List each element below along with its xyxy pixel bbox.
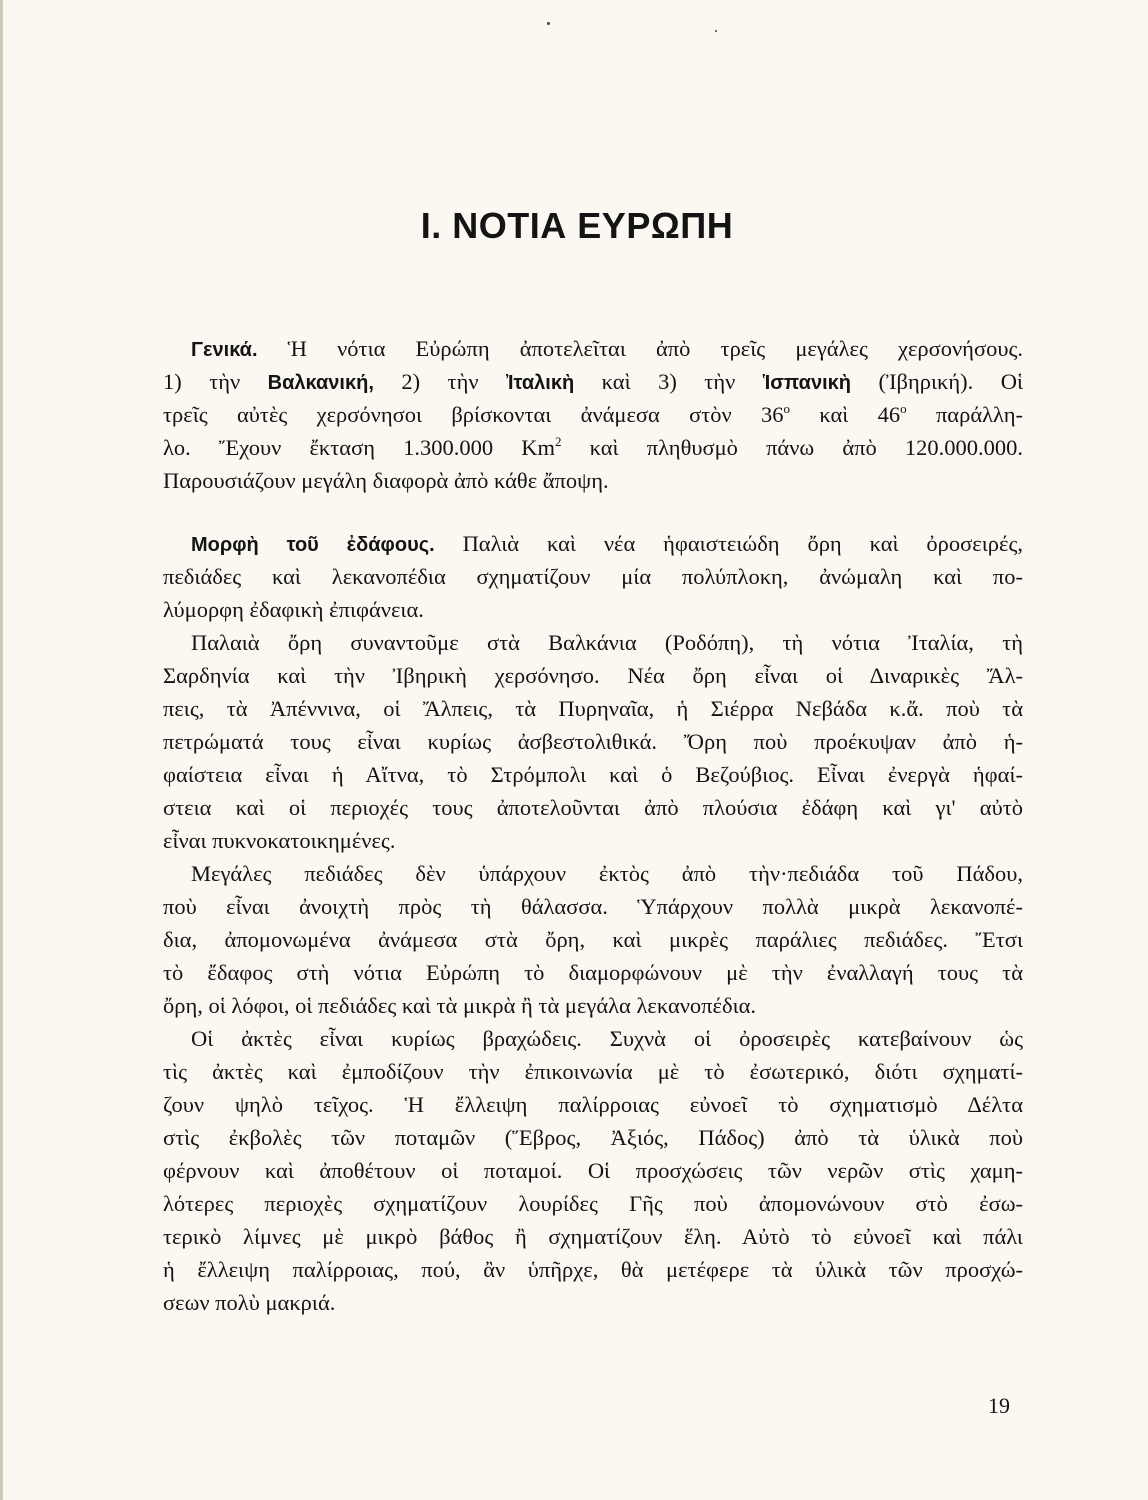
- paragraph-line: φέρνουν καὶ ἀποθέτουν οἱ ποταμοί. Οἱ προσχώσεις τῶν νερῶν στὶς χαμη-: [163, 1158, 1023, 1183]
- paragraph-line: τὶς ἀκτὲς καὶ ἐμποδίζουν τὴν ἐπικοινωνία μὲ τὸ ἐσωτερικό, διότι σχηματί-: [163, 1059, 1023, 1084]
- scan-speck: [715, 30, 717, 32]
- paragraph-line: δια, ἀπομονωμένα ἀνάμεσα στὰ ὄρη, καὶ μικρὲς παράλιες πεδιάδες. Ἔτσι: [163, 927, 1023, 952]
- paragraph-line: στὶς ἐκβολὲς τῶν ποταμῶν (Ἕβρος, Ἀξιός, Πάδος) ἀπὸ τὰ ὑλικὰ ποὺ: [163, 1125, 1023, 1150]
- section-label-relief: Μορφὴ τοῦ ἐδάφους.: [191, 534, 435, 556]
- paragraph-line: Παλαιὰ ὄρη συναντοῦμε στὰ Βαλκάνια (Ροδόπη), τὴ νότια Ἰταλία, τὴ: [191, 630, 1023, 655]
- paragraph-line: Σαρδηνία καὶ τὴν Ἰβηρικὴ χερσόνησο. Νέα ὄρη εἶναι οἱ Διναρικὲς Ἄλ-: [163, 663, 1023, 688]
- paragraph-line: τερικὸ λίμνες μὲ μικρὸ βάθος ἢ σχηματίζουν ἕλη. Αὐτὸ τὸ εὐνοεῖ καὶ πάλι: [163, 1224, 1023, 1249]
- paragraph-line: λο. Ἔχουν ἔκταση 1.300.000 Km$^2$ καὶ πληθυσμὸ πάνω ἀπὸ 120.000.000.: [163, 434, 1023, 460]
- paragraph-line: Γενικά. Ἡ νότια Εὐρώπη ἀποτελεῖται ἀπὸ τρεῖς μεγάλες χερσονήσους.: [191, 336, 1024, 361]
- paragraph-line: λότερες περιοχὲς σχηματίζουν λουρίδες Γῆς ποὺ ἀπομονώνουν στὸ ἐσω-: [163, 1191, 1023, 1216]
- paragraph-line: τρεῖς αὐτὲς χερσόνησοι βρίσκονται ἀνάμεσα στὸν $36^o$ καὶ $46^o$ παράλλη-: [163, 401, 1023, 427]
- paragraph-line: πεις, τὰ Ἀπέννινα, οἱ Ἄλπεις, τὰ Πυρηναῖα, ἡ Σιέρρα Νεβάδα κ.ἄ. ποὺ τὰ: [163, 696, 1023, 721]
- keyword-spanish: Ἱσπανικὴ: [762, 372, 852, 394]
- scan-speck: [547, 22, 550, 25]
- paragraph-line: πετρώματά τους εἶναι κυρίως ἀσβεστολιθικά. Ὄρη ποὺ προέκυψαν ἀπὸ ἡ-: [163, 729, 1023, 754]
- paragraph-line: Οἱ ἀκτὲς εἶναι κυρίως βραχώδεις. Συχνὰ οἱ ὀροσειρὲς κατεβαίνουν ὡς: [191, 1026, 1023, 1051]
- paragraph-line: φαίστεια εἶναι ἡ Αἴτνα, τὸ Στρόμπολι καὶ ὁ Βεζούβιος. Εἶναι ἐνεργὰ ἡφαί-: [163, 762, 1023, 787]
- paragraph-line: Μεγάλες πεδιάδες δὲν ὑπάρχουν ἐκτὸς ἀπὸ τὴν·πεδιάδα τοῦ Πάδου,: [191, 861, 1023, 886]
- paragraph-line: τὸ ἔδαφος στὴ νότια Εὐρώπη τὸ διαμορφώνουν μὲ τὴν ἐναλλαγή τους τὰ: [163, 960, 1023, 985]
- section-general: [163, 332, 1023, 497]
- keyword-italian: Ἰταλικὴ: [505, 372, 575, 394]
- paragraph-line: 1) τὴν Βαλκανική, 2) τὴν Ἰταλικὴ καὶ 3) τὴν Ἱσπανικὴ (Ἰβηρική). Οἱ: [163, 369, 1024, 394]
- paragraph-line: λύμορφη ἐδαφικὴ ἐπιφάνεια.: [163, 597, 424, 622]
- page-number: 19: [988, 1393, 1010, 1418]
- paragraph-line: ὄρη, οἱ λόφοι, οἱ πεδιάδες καὶ τὰ μικρὰ ἢ τὰ μεγάλα λεκανοπέδια.: [163, 993, 757, 1018]
- section-label-general: Γενικά.: [191, 339, 258, 361]
- chapter-heading: I. ΝΟΤΙΑ ΕΥΡΩΠΗ: [420, 205, 734, 246]
- paragraph-line: ἡ ἔλλειψη παλίρροιας, πού, ἂν ὑπῆρχε, θὰ μετέφερε τὰ ὑλικὰ τῶν προσχώ-: [163, 1257, 1023, 1282]
- paragraph-line: Μορφὴ τοῦ ἐδάφους. Παλιὰ καὶ νέα ἡφαιστειώδη ὄρη καὶ ὀροσειρές,: [191, 531, 1023, 556]
- paragraph-line: ζουν ψηλὸ τεῖχος. Ἡ ἔλλειψη παλίρροιας εὐνοεῖ τὸ σχηματισμὸ Δέλτα: [163, 1092, 1023, 1117]
- paragraph-line: πεδιάδες καὶ λεκανοπέδια σχηματίζουν μία πολύπλοκη, ἀνώμαλη καὶ πο-: [163, 564, 1023, 589]
- paragraph-line: εἶναι πυκνοκατοικημένες.: [163, 828, 396, 853]
- paragraph-line: σεων πολὺ μακριά.: [163, 1290, 336, 1315]
- paragraph-line: Παρουσιάζουν μεγάλη διαφορὰ ἀπὸ κάθε ἄποψη.: [163, 468, 609, 493]
- paragraph-line: στεια καὶ οἱ περιοχές τους ἀποτελοῦνται ἀπὸ πλούσια ἐδάφη καὶ γι' αὐτὸ: [163, 795, 1023, 820]
- paragraph-line: ποὺ εἶναι ἀνοιχτὴ πρὸς τὴ θάλασσα. Ὑπάρχουν πολλὰ μικρὰ λεκανοπέ-: [163, 894, 1023, 919]
- section-relief: [163, 527, 1023, 1319]
- keyword-balkan: Βαλκανική,: [267, 372, 374, 394]
